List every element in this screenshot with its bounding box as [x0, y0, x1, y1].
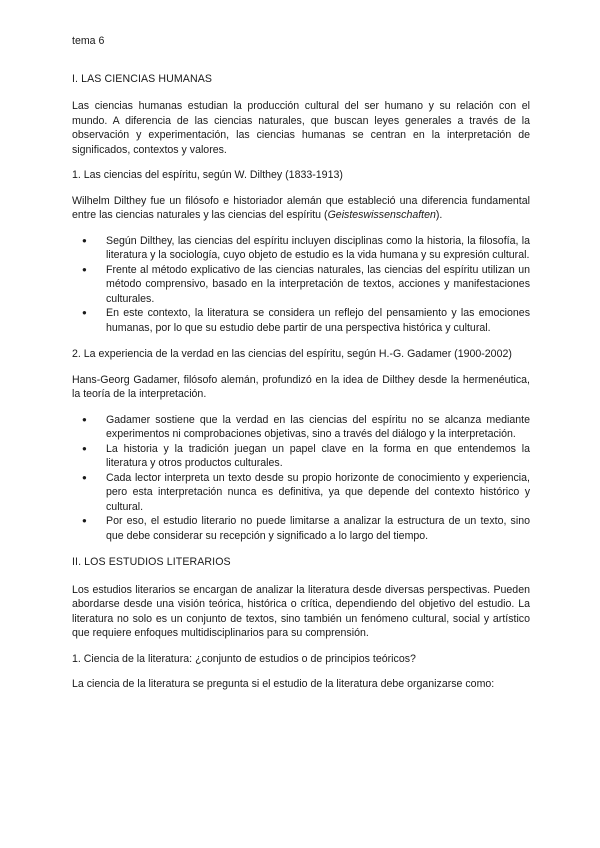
dilthey-paragraph-end: ).	[435, 209, 443, 221]
dilthey-bullet-2: ● Frente al método explicativo de las ciencias naturales, las ciencias del espíritu utilizan un método comprensivo, basado en la interpretación de textos, acciones y manifestaciones culturales.	[82, 263, 530, 307]
section-2-intro: Los estudios literarios se encargan de analizar la literatura desde diversas perspectivas. Pueden abordarse desde una visión teórica, histórica o crítica, dependiendo del objetivo del estudio. La literatura no solo es un conjunto de textos, sino también un fenómeno cultural, social y artístico que requiere enfoques multidisciplinarios para su comprensión.	[72, 583, 530, 639]
dilthey-paragraph-start: Wilhelm Dilthey fue un filósofo e historiador alemán que estableció una diferencia fundamental entre las ciencias naturales y las ciencias del espíritu (	[72, 194, 530, 221]
geisteswissenschaften-term: Geisteswissenschaften	[327, 209, 436, 221]
gadamer-bullet-1: ● Gadamer sostiene que la verdad en las ciencias del espíritu no se alcanza mediante experimentos ni comprobaciones objetivas, sino a través del diálogo y la interpretación.	[82, 413, 530, 442]
section-1-intro: Las ciencias humanas estudian la producción cultural del ser humano y su relación con el mundo. A diferencia de las ciencias naturales, que buscan leyes generales a través de la observación y experimentación, las ciencias humanas se centran en la interpretación de significados, contextos y valores.	[72, 100, 530, 156]
dilthey-bullet-3: ● En este contexto, la literatura se considera un reflejo del pensamiento y las emociones humanas, por lo que su estudio debe partir de una perspectiva histórica y cultural.	[82, 306, 530, 335]
gadamer-bullet-2: ● La historia y la tradición juegan un papel clave en la forma en que entendemos la literatura y otros productos culturales.	[82, 442, 530, 471]
subsection-ciencia-literatura-heading: 1. Ciencia de la literatura: ¿conjunto de estudios o de principios teóricos?	[72, 652, 416, 665]
section-2-title: II. LOS ESTUDIOS LITERARIOS	[72, 556, 231, 568]
gadamer-bullet-4: ● Por eso, el estudio literario no puede limitarse a analizar la estructura de un texto, sino que debe considerar su recepción y significado a lo largo del tiempo.	[82, 514, 530, 543]
gadamer-bullet-3: ● Cada lector interpreta un texto desde su propio horizonte de conocimiento y experiencia, pero esta interpretación nunca es definitiva, ya que depende del contexto histórico y cultural.	[82, 471, 530, 515]
subsection-gadamer-heading: 2. La experiencia de la verdad en las ciencias del espíritu, según H.-G. Gadamer (1900-2002)	[72, 348, 512, 360]
dilthey-bullet-1: ● Según Dilthey, las ciencias del espíritu incluyen disciplinas como la historia, la filosofía, la literatura y la sociología, cuyo objeto de estudio es la vida humana y su expresión cultural.	[82, 234, 530, 263]
dilthey-bullet-list	[72, 234, 530, 336]
gadamer-paragraph: Hans-Georg Gadamer, filósofo alemán, profundizó en la idea de Dilthey desde la hermenéutica, la teoría de la interpretación.	[72, 373, 530, 400]
subsection-dilthey-heading: 1. Las ciencias del espíritu, según W. Dilthey (1833-1913)	[72, 169, 343, 181]
section-1-title: I. LAS CIENCIAS HUMANAS	[72, 72, 213, 85]
gadamer-bullet-list	[72, 413, 530, 544]
topic-header: tema 6	[72, 35, 105, 47]
document-page	[72, 34, 530, 703]
ciencia-literatura-paragraph: La ciencia de la literatura se pregunta si el estudio de la literatura debe organizarse como:	[72, 678, 495, 690]
dilthey-paragraph	[72, 194, 530, 223]
